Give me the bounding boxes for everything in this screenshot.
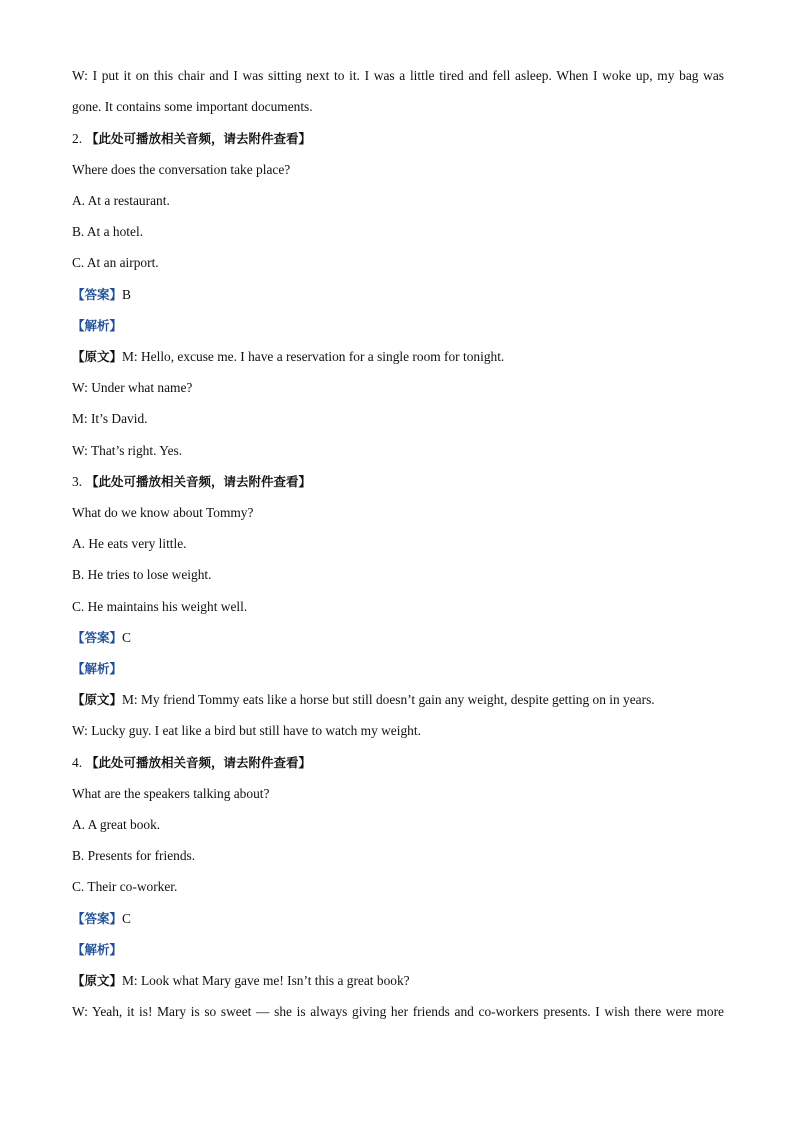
option: A. At a restaurant. bbox=[72, 193, 170, 208]
answer-value: B bbox=[122, 287, 131, 302]
transcript-line: W: That’s right. Yes. bbox=[72, 443, 183, 458]
analysis-line bbox=[72, 661, 724, 677]
transcript-line: W: Under what name? bbox=[72, 380, 193, 395]
transcript-text: M: My friend Tommy eats like a horse but still doesn’t gain any weight, despite getting on in years. bbox=[122, 692, 655, 707]
transcript-line: M: It’s David. bbox=[72, 411, 148, 426]
option: C. He maintains his weight well. bbox=[72, 599, 248, 614]
option: C. At an airport. bbox=[72, 255, 159, 270]
analysis-label: 【解析】 bbox=[72, 661, 123, 676]
original-label: 【原文】 bbox=[72, 349, 123, 364]
analysis-label: 【解析】 bbox=[72, 318, 123, 333]
question-text: What do we know about Tommy? bbox=[72, 505, 254, 520]
transcript-line bbox=[72, 692, 724, 708]
question-header bbox=[72, 131, 724, 147]
answer-label: 【答案】 bbox=[72, 630, 123, 645]
option: A. A great book. bbox=[72, 817, 161, 832]
question-number: 4. bbox=[72, 755, 83, 770]
question-number: 3. bbox=[72, 474, 83, 489]
answer-label: 【答案】 bbox=[72, 287, 123, 302]
answer-line bbox=[72, 287, 724, 303]
answer-value: C bbox=[122, 911, 131, 926]
intro-dialog-line: W: I put it on this chair and I was sitting next to it. I was a little tired and fell asleep. When I woke up, my bag was bbox=[72, 68, 724, 83]
original-label: 【原文】 bbox=[72, 973, 123, 988]
answer-value: C bbox=[122, 630, 131, 645]
transcript-line: W: Yeah, it is! Mary is so sweet — she is always giving her friends and co-workers presents. I wish there were more bbox=[72, 1004, 724, 1019]
option: A. He eats very little. bbox=[72, 536, 187, 551]
audio-note[interactable]: 【此处可播放相关音频，请去附件查看】 bbox=[86, 131, 312, 146]
option: B. Presents for friends. bbox=[72, 848, 196, 863]
audio-note[interactable]: 【此处可播放相关音频，请去附件查看】 bbox=[86, 474, 312, 489]
analysis-label: 【解析】 bbox=[72, 942, 123, 957]
original-label: 【原文】 bbox=[72, 692, 123, 707]
transcript-text: M: Hello, excuse me. I have a reservation for a single room for tonight. bbox=[122, 349, 505, 364]
question-text: What are the speakers talking about? bbox=[72, 786, 270, 801]
question-header bbox=[72, 474, 724, 490]
option: C. Their co-worker. bbox=[72, 879, 178, 894]
transcript-line bbox=[72, 349, 724, 365]
audio-note[interactable]: 【此处可播放相关音频，请去附件查看】 bbox=[86, 755, 312, 770]
transcript-line bbox=[72, 973, 724, 989]
answer-line bbox=[72, 911, 724, 927]
transcript-text: M: Look what Mary gave me! Isn’t this a great book? bbox=[122, 973, 410, 988]
analysis-line bbox=[72, 318, 724, 334]
answer-line bbox=[72, 630, 724, 646]
question-text: Where does the conversation take place? bbox=[72, 162, 291, 177]
option: B. At a hotel. bbox=[72, 224, 144, 239]
transcript-line: W: Lucky guy. I eat like a bird but still have to watch my weight. bbox=[72, 723, 421, 738]
question-number: 2. bbox=[72, 131, 83, 146]
answer-label: 【答案】 bbox=[72, 911, 123, 926]
intro-dialog-line: gone. It contains some important documents. bbox=[72, 99, 313, 114]
option: B. He tries to lose weight. bbox=[72, 567, 212, 582]
question-header bbox=[72, 755, 724, 771]
analysis-line bbox=[72, 942, 724, 958]
